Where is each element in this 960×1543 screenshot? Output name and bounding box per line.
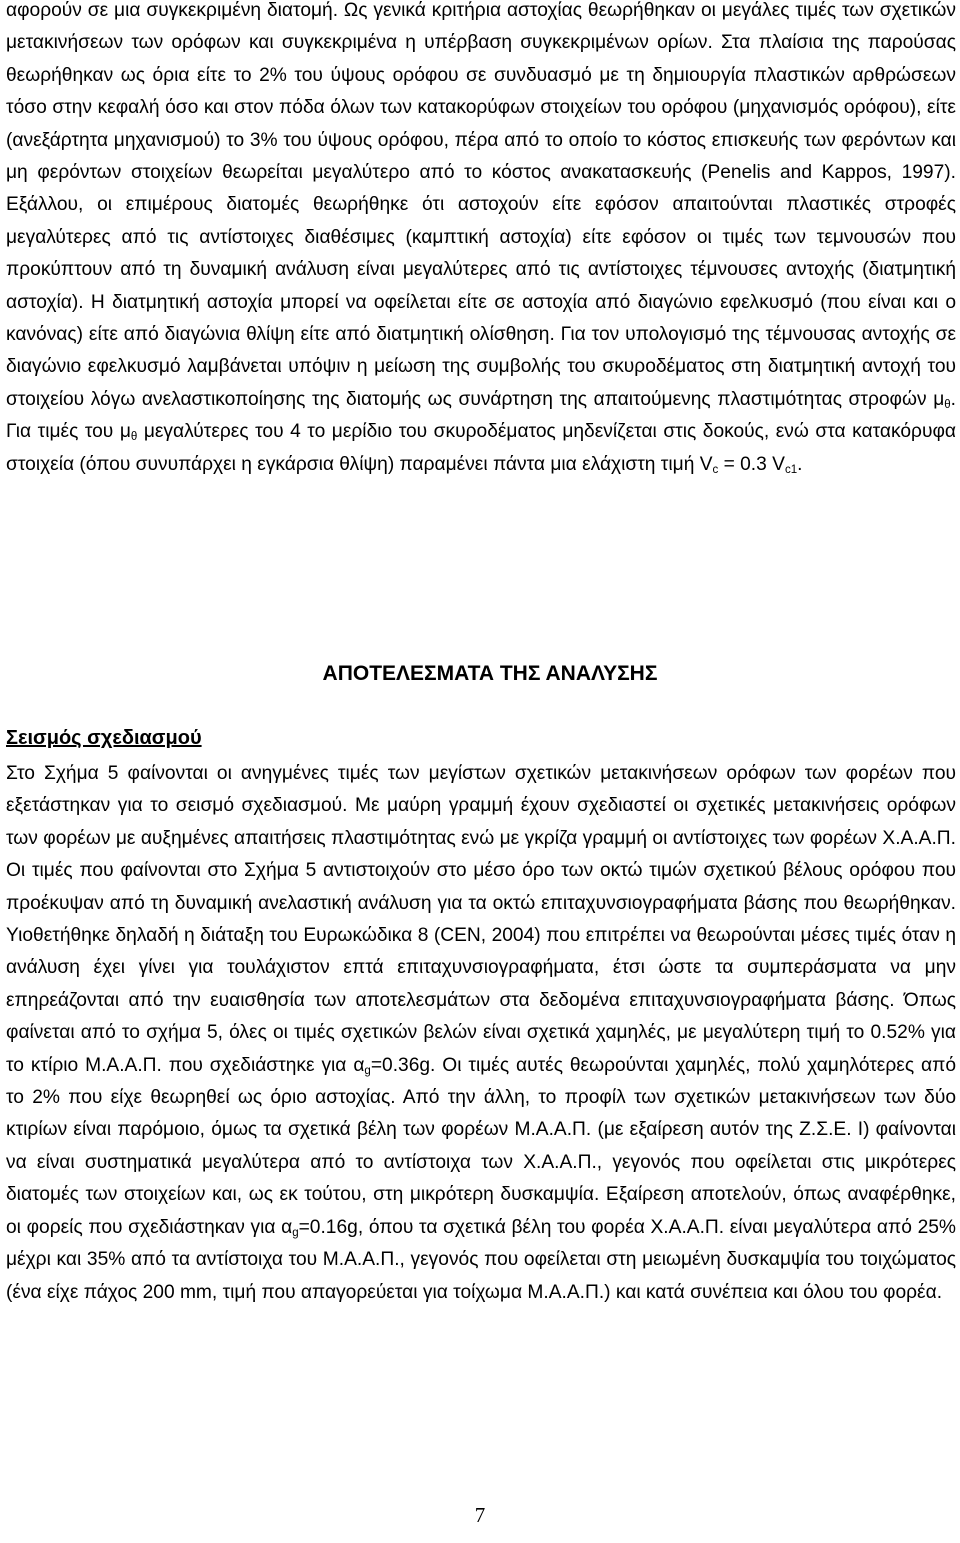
subscript-c1: c1 [784,463,798,476]
text-run: = 0.3 V [718,453,785,475]
subscript-g: g [364,1064,371,1077]
text-run: =0.16g, όπου τα σχετικά βέλη του φορέα Χ.Α.Α.Π. είναι μεγαλύτερα από 25% μέχρι και 35% από τα αντίστοιχα του Μ.Α.Α.Π., γεγονός που οφείλεται στη μειωμένη δυσκαμψία του τοιχώματος (ένα είχε πάχος 200 mm, τιμή που απαγορεύεται για τοίχωμα Μ.Α.Α.Π.) και κατά συνέπεια και όλου του φορέα. [6,1216,956,1303]
text-run: αφορούν σε μια συγκεκριμένη διατομή. Ως γενικά κριτήρια αστοχίας θεωρήθηκαν οι μεγάλες τιμές των σχετικών μετακινήσεων των ορόφων και συγκεκριμένα η υπέρβαση συγκεκριμένων ορίων. Στα πλαίσια της παρούσας θεωρήθηκαν ως όρια είτε το 2% του ύψους ορόφου σε συνδυασμό με τη δημιουργία πλαστικών αρθρώσεων τόσο στην κεφαλή όσο και στον πόδα όλων των κατακορύφων στοιχείων του ορόφου (μηχανισμός ορόφου), είτε (ανεξάρτητα μηχανισμού) το 3% του ύψους ορόφου, πέρα από το οποίο το κόστος επισκευής των φερόντων και μη φερόντων στοιχείων θεωρείται μεγαλύτερο από το κόστος ανακατασκευής (Penelis and Kappos, 1997). Εξάλλου, οι επιμέρους διατομές θεωρήθηκε ότι αστοχούν είτε εφόσον απαιτούνται πλαστικές στροφές μεγαλύτερες από τις αντίστοιχες διαθέσιμες (καμπτική αστοχία) είτε εφόσον οι τιμές των τεμνουσών που προκύπτουν από τη δυναμική ανάλυση είναι μεγαλύτερες από τις αντίστοιχες τέμνουσες αντοχής (διατμητική αστοχία). Η διατμητική αστοχία μπορεί να οφείλεται είτε σε αστοχία από διαγώνιο εφελκυσμό (που είναι και ο κανόνας) είτε από διαγώνια θλίψη είτε από διατμητική ολίσθηση. Για τον υπολογισμό της τέμνουσας αντοχής σε διαγώνιο εφελκυσμό λαμβάνεται υπόψιν η μείωση της συμβολής του σκυροδέματος στη διατμητική αντοχή του στοιχείου λόγω ανελαστικοποίησης της διατομής ως συνάρτηση της απαιτούμενης πλαστιμότητας στροφών μ [6,0,956,410]
text-run: . Για τιμές του μ [6,388,956,443]
text-run: =0.36g. Οι τιμές αυτές θεωρούνται χαμηλές, πολύ χαμηλότερες από το 2% που είχε θεωρηθεί ως όριο αστοχίας. Από την άλλη, το προφίλ των σχετικών μετακινήσεων των δύο κτιρίων είναι παρόμοιο, όμως τα σχετικά βέλη των φορέων Μ.Α.Α.Π. (με εξαίρεση αυτόν της Ζ.Σ.Ε. Ι) φαίνονται να είναι συστηματικά μεγαλύτερα από το αντίστοιχα των Χ.Α.Α.Π., γεγονός που οφείλεται στις μικρότερες διατομές των στοιχείων και, ως εκ τούτου, στη μικρότερη δυσκαμψία. Εξαίρεση αποτελούν, όπως αναφέρθηκε, οι φορείς που σχεδιάστηκαν για α [6,1054,956,1238]
text-run: Στο Σχήμα 5 φαίνονται οι ανηγμένες τιμές των μεγίστων σχετικών μετακινήσεων ορόφων των φορέων που εξετάστηκαν για το σεισμό σχεδιασμού. Με μαύρη γραμμή έχουν σχεδιαστεί οι σχετικές μετακινήσεις ορόφων των φορέων με αυξημένες απαιτήσεις πλαστιμότητας ενώ με γκρίζα γραμμή οι αντίστοιχες των φορέων Χ.Α.Α.Π. Οι τιμές που φαίνονται στο Σχήμα 5 αντιστοιχούν στο μέσο όρο των οκτώ τιμών σχετικού βέλους ορόφου που προέκυψαν από τη δυναμική ανελαστική ανάλυση για τα οκτώ επιταχυνσιογραφήματα βάσης που θεωρήθηκαν. Υιοθετήθηκε δηλαδή η διάταξη του Ευρωκώδικα 8 (CEN, 2004) που επιτρέπει να θεωρούνται μέσες τιμές όταν η ανάλυση έχει γίνει για τουλάχιστον επτά επιταχυνσιογραφήματα, έτσι ώστε τα συμπεράσματα να μην επηρεάζονται από την ευαισθησία των αποτελεσμάτων στα δεδομένα επιταχυνσιογραφήματα βάσης. Όπως φαίνεται από το σχήμα 5, όλες οι τιμές σχετικών βελών είναι σχετικά χαμηλές, με μεγαλύτερη τιμή το 0.52% για το κτίριο Μ.Α.Α.Π. που σχεδιάστηκε για α [6,763,956,1076]
subheading: Σεισμός σχεδιασμού [6,727,202,749]
body-paragraph-failure-criteria [6,0,956,481]
section-heading: ΑΠΟΤΕΛΕΣΜΑΤΑ ΤΗΣ ΑΝΑΛΥΣΗΣ [322,662,658,685]
body-paragraph-design-earthquake [6,758,956,1309]
subscript-c: c [712,463,719,476]
subscript-theta: θ [944,398,951,411]
subscript-theta: θ [130,431,138,444]
text-run: μεγαλύτερες του 4 το μερίδιο του σκυροδέματος μηδενίζεται στις δοκούς, ενώ στα κατακόρυφα στοιχεία (όπου συνυπάρχει η εγκάρσια θλίψη) παραμένει πάντα μια ελάχιστη τιμή V [6,421,956,475]
page-number: 7 [474,1503,486,1527]
text-run: . [797,453,803,475]
subscript-g: g [292,1226,299,1239]
